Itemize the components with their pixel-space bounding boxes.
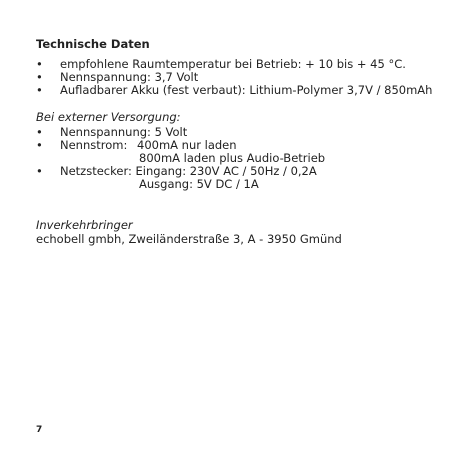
list-item	[36, 139, 325, 165]
ext-current-line2: 800mA laden plus Audio-Betrieb	[139, 151, 326, 165]
bullet-icon: •	[36, 57, 43, 71]
ext-voltage: Nennspannung: 5 Volt	[60, 125, 188, 139]
spec-temperature: empfohlene Raumtemperatur bei Betrieb: + 10 bis + 45 °C.	[60, 57, 406, 71]
page-number: 7	[36, 425, 43, 435]
ext-plug-label: Netzstecker:	[60, 164, 132, 178]
distributor-title: Inverkehrbringer	[36, 218, 133, 232]
ext-current-line1: 400mA nur laden	[137, 138, 237, 152]
distributor-address: echobell gmbh, Zweiländerstraße 3, A - 3950 Gmünd	[36, 232, 342, 246]
section-heading: Technische Daten	[36, 37, 150, 51]
list-item	[36, 165, 325, 191]
ext-plug-output: Ausgang: 5V DC / 1A	[139, 177, 259, 191]
external-supply-list	[36, 126, 325, 191]
ext-plug-input: Eingang: 230V AC / 50Hz / 0,2A	[135, 164, 317, 178]
bullet-icon: •	[36, 125, 43, 139]
ext-current-label: Nennstrom:	[60, 138, 128, 152]
spec-voltage: Nennspannung: 3,7 Volt	[60, 70, 199, 84]
bullet-icon: •	[36, 164, 43, 178]
external-supply-title: Bei externer Versorgung:	[36, 110, 181, 124]
list-item	[36, 84, 432, 97]
general-specs-list	[36, 58, 432, 97]
bullet-icon: •	[36, 138, 43, 152]
bullet-icon: •	[36, 83, 43, 97]
bullet-icon: •	[36, 70, 43, 84]
spec-battery: Aufladbarer Akku (fest verbaut): Lithium-Polymer 3,7V / 850mAh	[60, 83, 433, 97]
